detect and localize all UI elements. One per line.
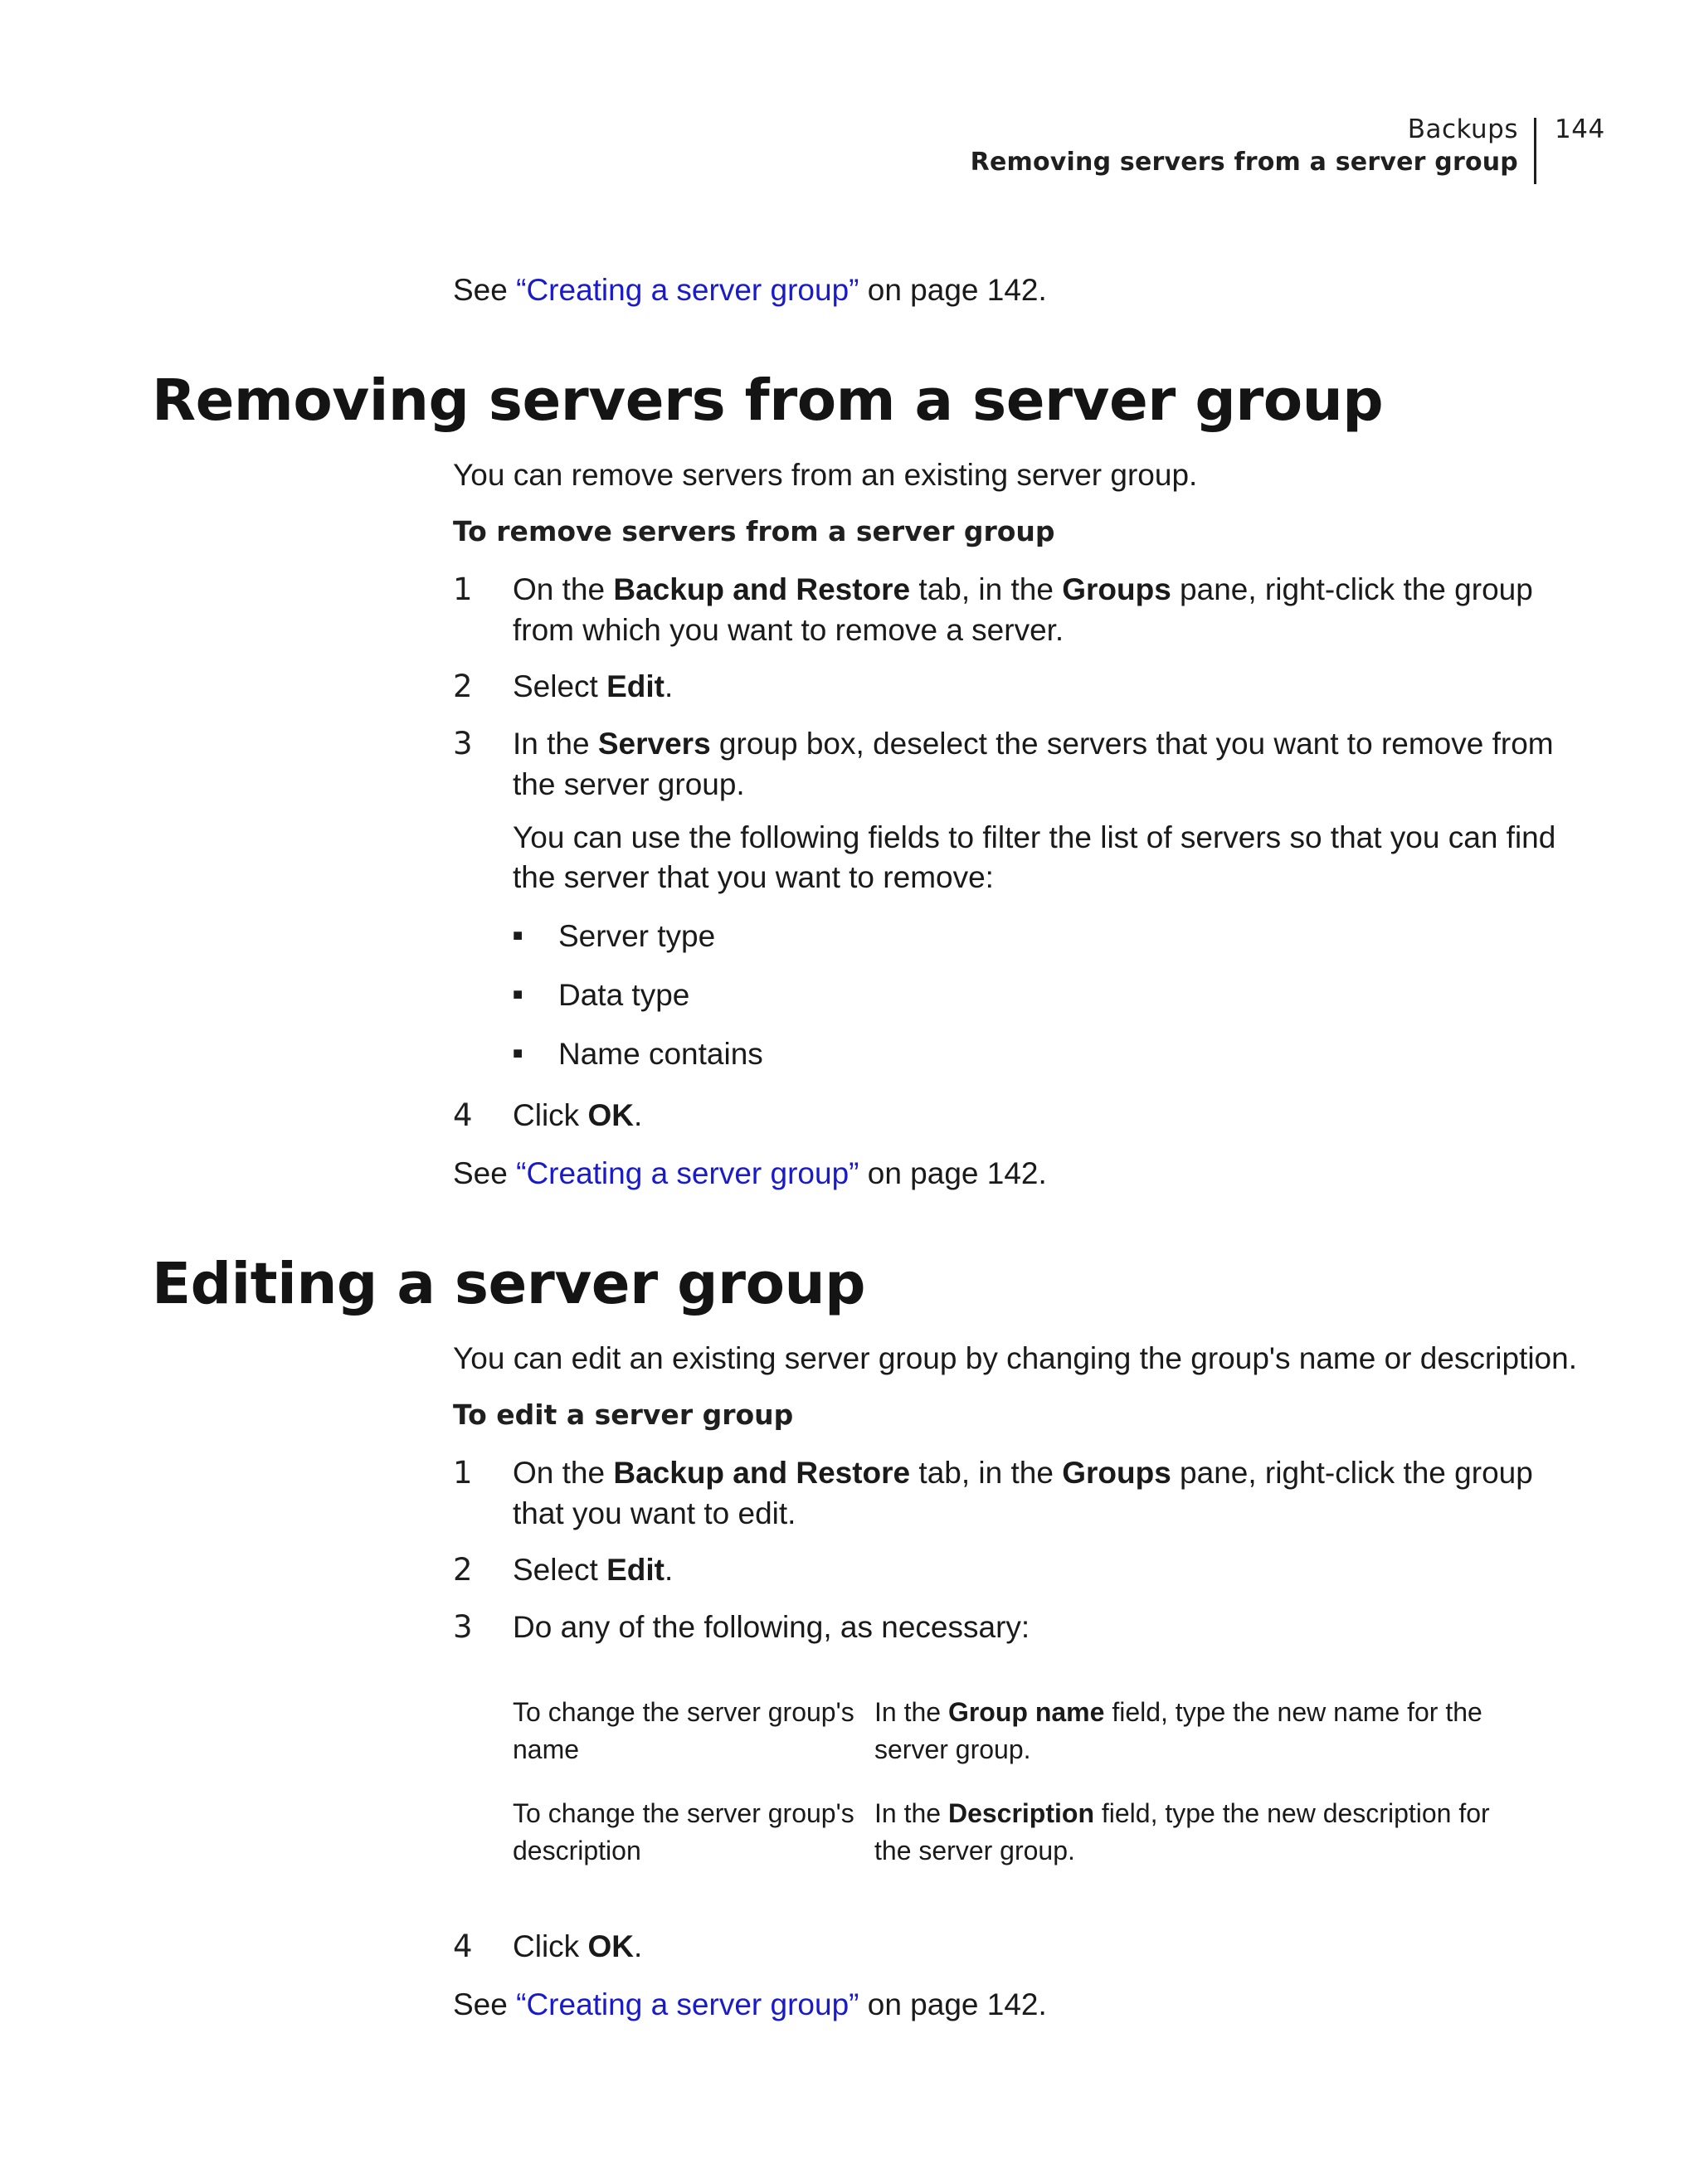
- step-text-continued: that you want to edit.: [513, 1496, 796, 1530]
- step-number: 3: [453, 1609, 473, 1645]
- step-text: On the Backup and Restore tab, in the Groups pane, right-click the group: [513, 1456, 1533, 1490]
- see-link[interactable]: “Creating a server group”: [516, 1156, 859, 1190]
- bullet-item: Data type: [558, 978, 690, 1012]
- step-text-continued: from which you want to remove a server.: [513, 613, 1064, 647]
- see-link[interactable]: “Creating a server group”: [516, 273, 859, 307]
- step-number: 4: [453, 1097, 473, 1133]
- step-text: In the Servers group box, deselect the servers that you want to remove from: [513, 727, 1554, 761]
- see-suffix: on page 142.: [859, 1156, 1047, 1190]
- step-text: Select Edit.: [513, 1553, 674, 1587]
- bullet-icon: ■: [513, 985, 523, 1004]
- step-text: Click OK.: [513, 1098, 643, 1132]
- bullet-item: Name contains: [558, 1037, 763, 1071]
- see-reference-top: [453, 270, 1047, 310]
- see-suffix: on page 142.: [859, 1987, 1047, 2021]
- table-cell-action-continued: description: [513, 1836, 641, 1865]
- step-number: 1: [453, 1455, 473, 1491]
- step-number: 4: [453, 1929, 473, 1964]
- see-prefix: See: [453, 1987, 517, 2021]
- see-link[interactable]: “Creating a server group”: [516, 1987, 859, 2021]
- see-reference-remove: [453, 1153, 1047, 1194]
- header-chapter: Backups: [1407, 114, 1518, 144]
- step-text: Click OK.: [513, 1929, 643, 1963]
- step-note: You can use the following fields to filter the list of servers so that you can find: [513, 820, 1556, 854]
- procedure-title-edit: To edit a server group: [453, 1398, 794, 1431]
- see-reference-edit: [453, 1984, 1047, 2025]
- see-prefix: See: [453, 273, 517, 307]
- intro-edit: You can edit an existing server group by changing the group's name or description.: [453, 1341, 1577, 1375]
- step-number: 3: [453, 726, 473, 761]
- procedure-title-remove: To remove servers from a server group: [453, 515, 1055, 547]
- running-header: [772, 113, 1536, 179]
- step-text: Select Edit.: [513, 669, 674, 703]
- bullet-icon: ■: [513, 927, 523, 945]
- step-number: 1: [453, 572, 473, 607]
- section-title-remove: Removing servers from a server group: [152, 367, 1384, 434]
- table-cell-instruction-continued: server group.: [874, 1734, 1031, 1764]
- bullet-icon: ■: [513, 1044, 523, 1063]
- table-cell-instruction-continued: the server group.: [874, 1836, 1075, 1865]
- bullet-item: Server type: [558, 919, 716, 953]
- header-divider: [1534, 118, 1536, 184]
- step-note-continued: the server that you want to remove:: [513, 860, 994, 894]
- page-number: 144: [1555, 114, 1605, 144]
- see-suffix: on page 142.: [859, 273, 1047, 307]
- table-cell-action-continued: name: [513, 1734, 580, 1764]
- step-number: 2: [453, 1552, 473, 1588]
- section-title-edit: Editing a server group: [152, 1251, 865, 1317]
- see-prefix: See: [453, 1156, 517, 1190]
- header-section: Removing servers from a server group: [970, 148, 1518, 177]
- table-cell-action: To change the server group's: [513, 1798, 854, 1828]
- table-cell-instruction: In the Description field, type the new description for: [874, 1798, 1490, 1828]
- step-text-continued: the server group.: [513, 767, 745, 801]
- step-text: Do any of the following, as necessary:: [513, 1610, 1030, 1644]
- table-cell-instruction: In the Group name field, type the new name for the: [874, 1697, 1482, 1727]
- intro-remove: You can remove servers from an existing server group.: [453, 458, 1198, 492]
- table-cell-action: To change the server group's: [513, 1697, 854, 1727]
- step-text: On the Backup and Restore tab, in the Groups pane, right-click the group: [513, 572, 1533, 606]
- step-number: 2: [453, 669, 473, 704]
